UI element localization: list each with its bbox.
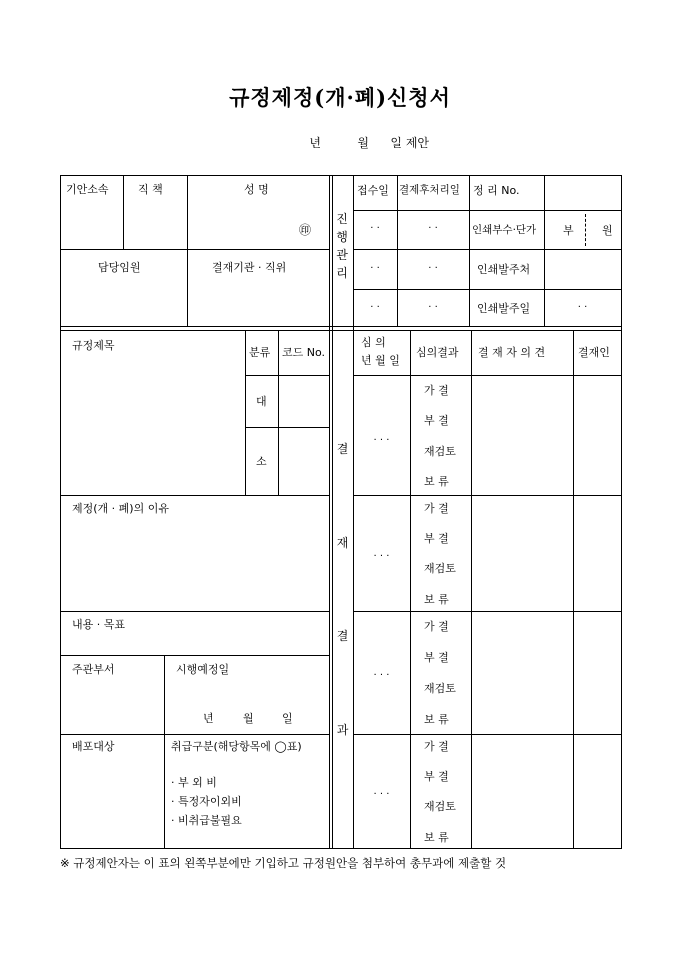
progress-date-dots: · · (370, 302, 380, 313)
progress-vertical-label: 진 행 관 리 (336, 212, 348, 280)
result-option: 부 결 (424, 770, 449, 783)
progress-date-dots: · · (370, 263, 380, 274)
print-order-date-label: 인쇄발주일 (477, 302, 531, 315)
effective-month: 월 (243, 712, 254, 725)
name-label: 성 명 (244, 183, 269, 196)
category-label: 분류 (249, 346, 271, 359)
result-option: 보 류 (424, 713, 449, 726)
result-vertical-char: 재 (336, 536, 349, 550)
effective-year: 년 (203, 712, 214, 725)
progress-date-dots: · · (428, 263, 438, 274)
result-option: 보 류 (424, 831, 449, 844)
month-label: 월 (357, 136, 369, 150)
position-label: 직 책 (138, 183, 163, 196)
review-date-value: · · · (373, 435, 390, 446)
handling-item: · 비취급불필요 (171, 814, 242, 827)
distribution-label: 배포대상 (72, 740, 115, 753)
review-date-value: · · · (373, 551, 390, 562)
result-option: 가 결 (424, 740, 449, 753)
review-result-label: 심의결과 (416, 346, 459, 359)
approver-label: 결재인 (578, 346, 610, 359)
print-order-date-value: · · (577, 302, 588, 313)
effective-day: 일 (282, 712, 293, 725)
effective-date-label: 시행예정일 (176, 663, 230, 676)
review-date-label-1: 심 의 (361, 336, 386, 349)
progress-date-dots: · · (428, 302, 438, 313)
code-no-label: 코드 No. (282, 346, 326, 359)
officer-label: 담당임원 (98, 261, 141, 274)
handling-label: 취급구분(해당항목에 ◯표) (171, 740, 302, 753)
review-date-label-2: 년 월 일 (361, 354, 400, 367)
dept-label: 기안소속 (66, 183, 109, 196)
copies-unit: 부 (563, 224, 574, 237)
footnote: ※ 규정제안자는 이 표의 왼쪽부분에만 기입하고 규정원안을 첨부하여 총무과에 제출할 것 (60, 856, 507, 870)
result-vertical-char: 결 (336, 629, 349, 643)
review-date-value: · · · (373, 789, 390, 800)
approver-opinion-label: 결 재 자 의 견 (478, 346, 546, 359)
year-label: 년 (309, 136, 321, 150)
form-title: 규정제정(개·폐)신청서 (229, 85, 451, 110)
result-option: 가 결 (424, 620, 449, 633)
after-approval-date-label: 결제후처리일 (399, 184, 460, 196)
result-option: 부 결 (424, 414, 449, 427)
result-option: 부 결 (424, 651, 449, 664)
result-option: 재검토 (424, 682, 456, 695)
receipt-date-label: 접수일 (357, 184, 389, 197)
reg-no-label: 정 리 No. (473, 184, 520, 197)
after-approval-date-value: · · (428, 223, 438, 234)
result-option: 가 결 (424, 384, 449, 397)
content-goal-label: 내용 · 목표 (72, 618, 125, 631)
result-vertical-char: 결 (336, 442, 349, 456)
print-order-label: 인쇄발주처 (477, 263, 531, 276)
result-option: 보 류 (424, 475, 449, 488)
result-option: 보 류 (424, 593, 449, 606)
result-option: 재검토 (424, 562, 456, 575)
result-option: 재검토 (424, 445, 456, 458)
handling-item: · 부 외 비 (171, 776, 217, 789)
receipt-date-value: · · (370, 223, 380, 234)
handling-item: · 특정자이외비 (171, 795, 242, 808)
major-category: 대 (256, 395, 267, 408)
reason-label: 제정(개 · 폐)의 이유 (72, 502, 169, 515)
print-copies-price-label: 인쇄부수·단가 (472, 224, 537, 236)
result-option: 부 결 (424, 532, 449, 545)
seal-mark: ㊞ (299, 223, 312, 237)
approval-org-label: 결재기관 · 직위 (212, 261, 287, 274)
review-date-value: · · · (373, 670, 390, 681)
minor-category: 소 (256, 455, 267, 468)
proposal-date-line (0, 134, 680, 151)
result-option: 가 결 (424, 502, 449, 515)
result-option: 재검토 (424, 800, 456, 813)
rule-title-label: 규정제목 (72, 339, 115, 352)
day-propose-label: 일 제안 (390, 136, 429, 150)
result-vertical-char: 과 (336, 723, 349, 737)
managing-dept-label: 주관부서 (72, 663, 115, 676)
won-unit: 원 (602, 224, 613, 237)
